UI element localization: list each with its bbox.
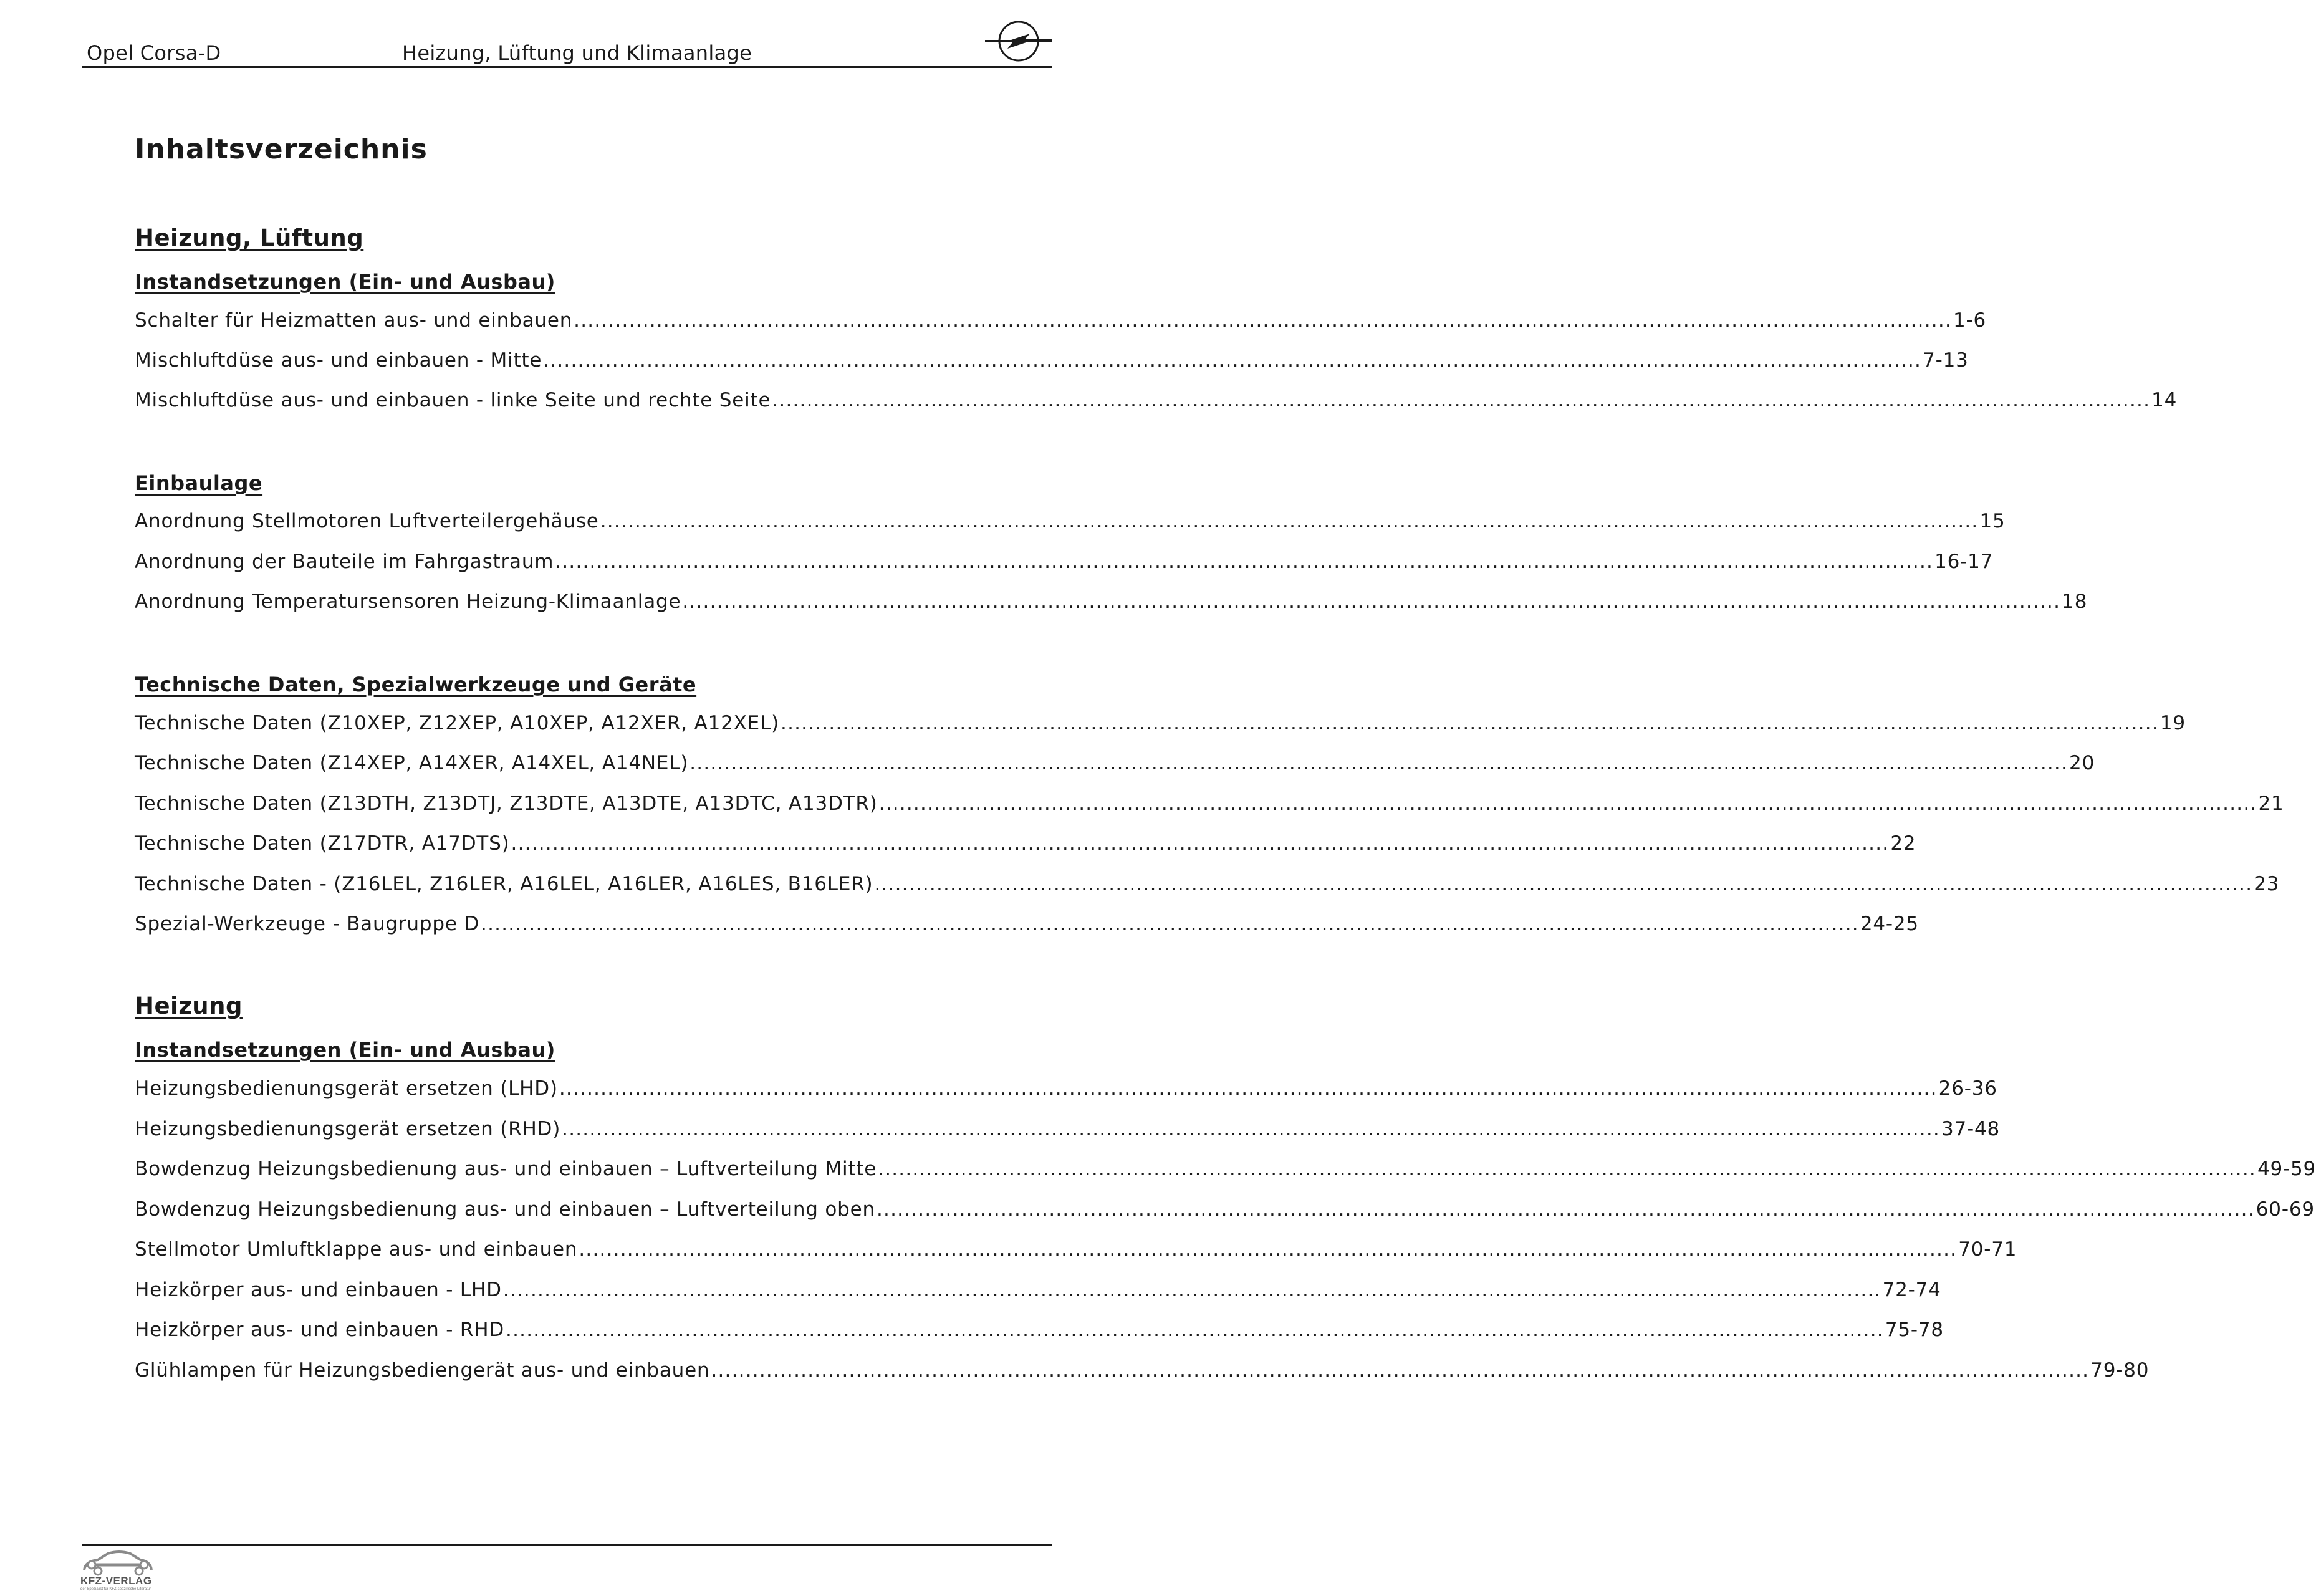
toc-entry-label: Technische Daten (Z13DTH, Z13DTJ, Z13DTE, A13DTE, A13DTC, A13DTR) <box>135 792 878 815</box>
toc-entry[interactable] <box>135 309 1987 335</box>
toc-entry[interactable] <box>135 1118 2001 1144</box>
toc-entry-page: 21 <box>2258 792 2284 815</box>
toc-entry[interactable] <box>135 1238 2017 1264</box>
dot-leader: ........................................................................................................................................................................................................ <box>502 1279 1881 1301</box>
group-title-instandsetzungen: Instandsetzungen (Ein- und Ausbau) <box>135 1038 555 1062</box>
toc-entry-label: Technische Daten (Z14XEP, A14XER, A14XEL, A14NEL) <box>135 752 689 774</box>
toc-entry[interactable] <box>135 389 2178 415</box>
dot-leader: ........................................................................................................................................................................................................ <box>682 590 2061 613</box>
toc-entry-label: Bowdenzug Heizungsbedienung aus- und einbauen – Luftverteilung Mitte <box>135 1158 877 1180</box>
toc-entry[interactable] <box>135 873 2280 899</box>
toc-entry-label: Anordnung Stellmotoren Luftverteilergehäuse <box>135 510 599 532</box>
toc-title: Inhaltsverzeichnis <box>135 133 428 165</box>
toc-entry-label: Mischluftdüse aus- und einbauen - Mitte <box>135 349 542 372</box>
toc-entry-label: Anordnung Temperatursensoren Heizung-Klimaanlage <box>135 590 681 613</box>
toc-entry-label: Technische Daten - (Z16LEL, Z16LER, A16LEL, A16LER, A16LES, B16LER) <box>135 873 873 895</box>
car-wrench-logo-icon <box>79 1549 160 1576</box>
toc-entry-page: 19 <box>2160 712 2186 734</box>
toc-entry[interactable] <box>135 510 2006 536</box>
dot-leader: ........................................................................................................................................................................................................ <box>562 1118 1940 1140</box>
dot-leader: ........................................................................................................................................................................................................ <box>878 792 2257 815</box>
toc-entry-page: 60-69 <box>2256 1198 2315 1221</box>
dot-leader: ........................................................................................................................................................................................................ <box>690 752 2069 774</box>
toc-entry-page: 70-71 <box>1958 1238 2017 1261</box>
toc-entry[interactable] <box>135 1158 2316 1184</box>
toc-entry[interactable] <box>135 349 1969 375</box>
dot-leader: ........................................................................................................................................................................................................ <box>579 1238 1958 1261</box>
page-header <box>82 41 1052 68</box>
toc-entry-label: Stellmotor Umluftklappe aus- und einbauen <box>135 1238 578 1261</box>
toc-entry-page: 18 <box>2062 590 2088 613</box>
dot-leader: ........................................................................................................................................................................................................ <box>876 1198 2255 1221</box>
toc-entry-label: Bowdenzug Heizungsbedienung aus- und einbauen – Luftverteilung oben <box>135 1198 875 1221</box>
toc-entry[interactable] <box>135 1279 1941 1305</box>
toc-entry-page: 24-25 <box>1860 913 1919 935</box>
publisher-tagline: der Spezialist für KFZ-spezifische Literatur <box>80 1587 151 1591</box>
toc-entry-label: Schalter für Heizmatten aus- und einbauen <box>135 309 573 332</box>
group-title-einbaulage: Einbaulage <box>135 471 263 495</box>
opel-blitz-logo-icon <box>984 19 1054 64</box>
toc-entry-label: Technische Daten (Z17DTR, A17DTS) <box>135 832 510 855</box>
toc-entry-page: 79-80 <box>2090 1359 2150 1382</box>
toc-entry[interactable] <box>135 792 2284 819</box>
toc-entry-label: Heizungsbedienungsgerät ersetzen (LHD) <box>135 1077 558 1100</box>
header-brand: Opel Corsa-D <box>87 41 221 65</box>
toc-entry-page: 49-59 <box>2257 1158 2316 1180</box>
toc-entry[interactable] <box>135 913 1919 939</box>
toc-entry-page: 37-48 <box>1941 1118 2001 1140</box>
toc-entry[interactable] <box>135 1319 1944 1345</box>
dot-leader: ........................................................................................................................................................................................................ <box>781 712 2159 734</box>
dot-leader: ........................................................................................................................................................................................................ <box>772 389 2151 411</box>
toc-entry-label: Heizkörper aus- und einbauen - RHD <box>135 1319 505 1341</box>
dot-leader: ........................................................................................................................................................................................................ <box>711 1359 2090 1382</box>
toc-entry-page: 20 <box>2069 752 2095 774</box>
toc-entry[interactable] <box>135 832 1916 858</box>
dot-leader: ........................................................................................................................................................................................................ <box>600 510 1979 532</box>
section-title-heizung: Heizung <box>135 993 243 1019</box>
dot-leader: ........................................................................................................................................................................................................ <box>506 1319 1884 1341</box>
dot-leader: ........................................................................................................................................................................................................ <box>559 1077 1938 1100</box>
dot-leader: ........................................................................................................................................................................................................ <box>574 309 1952 332</box>
toc-entry-label: Spezial-Werkzeuge - Baugruppe D <box>135 913 480 935</box>
toc-entry-page: 16-17 <box>1934 550 1994 573</box>
toc-entry[interactable] <box>135 712 2186 738</box>
toc-entry-page: 7-13 <box>1923 349 1969 372</box>
toc-entry-page: 22 <box>1890 832 1916 855</box>
toc-entry[interactable] <box>135 1077 1997 1103</box>
toc-entry-label: Anordnung der Bauteile im Fahrgastraum <box>135 550 554 573</box>
toc-entry-page: 23 <box>2254 873 2280 895</box>
group-title-instandsetzungen: Instandsetzungen (Ein- und Ausbau) <box>135 270 555 294</box>
kfz-verlag-logo <box>79 1549 160 1592</box>
toc-entry-label: Mischluftdüse aus- und einbauen - linke Seite und rechte Seite <box>135 389 771 411</box>
toc-entry-page: 15 <box>1979 510 2006 532</box>
toc-entry[interactable] <box>135 1359 2150 1385</box>
footer-rule <box>82 1544 1052 1546</box>
section-title-heizung-lueftung: Heizung, Lüftung <box>135 224 364 251</box>
publisher-name: KFZ-VERLAG <box>80 1575 152 1587</box>
dot-leader: ........................................................................................................................................................................................................ <box>555 550 1934 573</box>
header-title: Heizung, Lüftung und Klimaanlage <box>402 41 752 65</box>
toc-entry[interactable] <box>135 550 1994 577</box>
dot-leader: ........................................................................................................................................................................................................ <box>481 913 1859 935</box>
toc-entry-label: Glühlampen für Heizungsbediengerät aus- und einbauen <box>135 1359 710 1382</box>
dot-leader: ........................................................................................................................................................................................................ <box>543 349 1922 372</box>
toc-entry-page: 1-6 <box>1953 309 1987 332</box>
toc-entry[interactable] <box>135 590 2088 617</box>
dot-leader: ........................................................................................................................................................................................................ <box>878 1158 2256 1180</box>
toc-entry-label: Heizkörper aus- und einbauen - LHD <box>135 1279 502 1301</box>
toc-entry-page: 26-36 <box>1938 1077 1997 1100</box>
dot-leader: ........................................................................................................................................................................................................ <box>511 832 1890 855</box>
toc-entry-label: Technische Daten (Z10XEP, Z12XEP, A10XEP, A12XER, A12XEL) <box>135 712 780 734</box>
toc-entry-page: 72-74 <box>1882 1279 1941 1301</box>
toc-entry-page: 75-78 <box>1885 1319 1944 1341</box>
toc-entry[interactable] <box>135 1198 2315 1224</box>
toc-entry-label: Heizungsbedienungsgerät ersetzen (RHD) <box>135 1118 561 1140</box>
group-title-technische-daten: Technische Daten, Spezialwerkzeuge und Geräte <box>135 673 697 696</box>
toc-entry-page: 14 <box>2151 389 2178 411</box>
dot-leader: ........................................................................................................................................................................................................ <box>874 873 2253 895</box>
toc-entry[interactable] <box>135 752 2095 778</box>
